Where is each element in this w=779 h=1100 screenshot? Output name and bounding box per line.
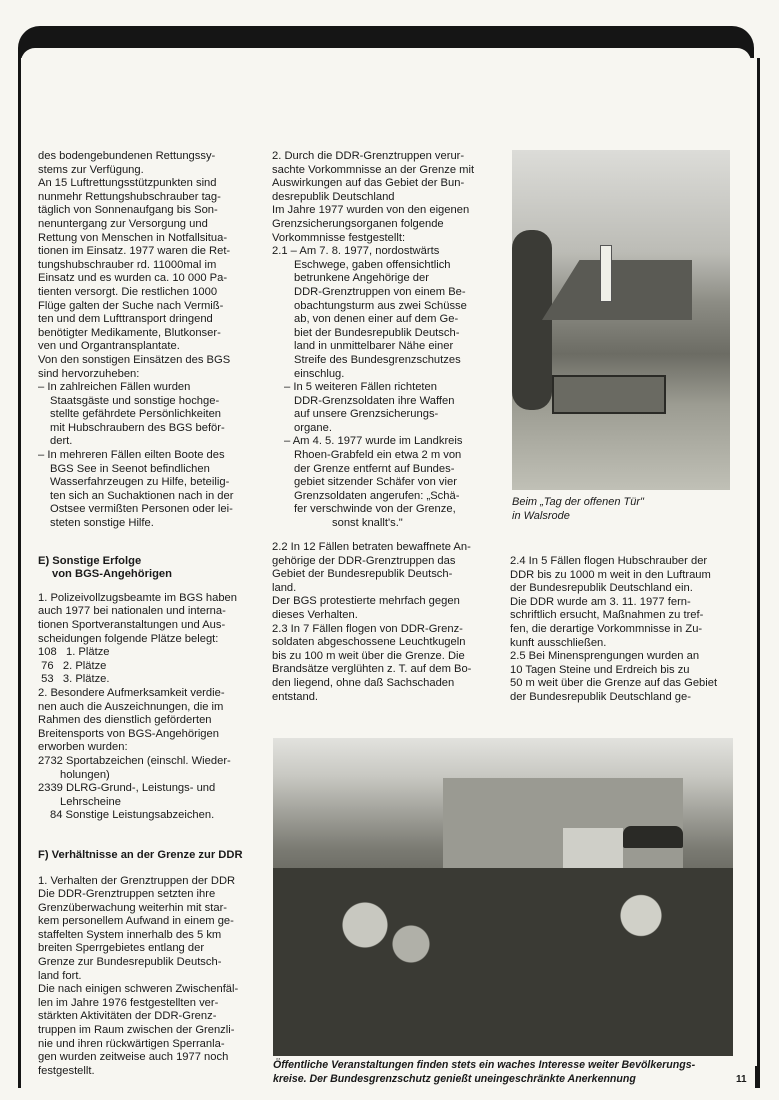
text-line: gebiet sitzender Schäfer von vier xyxy=(294,476,457,489)
photo-tree xyxy=(512,230,552,410)
photo-trampoline xyxy=(552,375,666,414)
text-line: BGS See in Seenot befindlichen xyxy=(50,462,210,475)
text-line: Rettung von Menschen in Notfallsitua- xyxy=(38,231,228,244)
text-line: benötigter Medikamente, Blutkonser- xyxy=(38,326,221,339)
text-line: festgestellt. xyxy=(38,1064,95,1077)
text-line: – Am 4. 5. 1977 wurde im Landkreis xyxy=(284,435,463,448)
text-line: tungshubschrauber rd. 11000mal im xyxy=(38,258,217,271)
text-line: Ostsee vermißten Personen oder lei- xyxy=(50,503,233,516)
section-heading-e: E) Sonstige Erfolge xyxy=(38,554,142,567)
text-line: fer verschwinde von der Grenze, xyxy=(294,503,456,516)
text-line: 50 m weit über die Grenze auf das Gebiet xyxy=(510,677,718,690)
text-line: nenuntergang zur Versorgung und xyxy=(38,217,208,230)
text-line: Von den sonstigen Einsätzen des BGS xyxy=(38,353,231,366)
text-line: einschlug. xyxy=(294,367,345,380)
text-line: nunmehr Rettungshubschrauber tag- xyxy=(38,190,221,203)
text-line: 2. Besondere Aufmerksamkeit verdie- xyxy=(38,686,225,699)
caption-line: in Walsrode xyxy=(512,510,570,522)
text-line: 2.5 Bei Minensprengungen wurden an xyxy=(510,650,700,663)
text-line: Einsatz und es wurden ca. 10 000 Pa- xyxy=(38,272,228,285)
text-line: schriftlich ersucht, Maßnahmen zu tref- xyxy=(510,609,704,622)
section-subheading-e: von BGS-Angehörigen xyxy=(52,568,172,581)
text-line: Grenzsicherungsorganen folgende xyxy=(272,217,444,230)
text-line: Im Jahre 1977 wurden von den eigenen xyxy=(272,204,470,217)
text-line: Streife des Bundesgrenzschutzes xyxy=(294,353,461,366)
text-line: nen auch die Auszeichnungen, die im xyxy=(38,700,224,713)
page-number: 11 xyxy=(736,1074,747,1085)
text-line: bis zu 100 m weit über die Grenze. Die xyxy=(272,649,465,662)
text-line: mit Hubschraubern des BGS beför- xyxy=(50,421,225,434)
text-line: – In 5 weiteren Fällen richteten xyxy=(284,381,437,394)
caption-line: Beim „Tag der offenen Tür" xyxy=(512,496,644,508)
left-border-bar xyxy=(18,1058,21,1088)
photo-building-roof xyxy=(542,260,692,320)
text-line: Wasserfahrzeugen zu Hilfe, beteilig- xyxy=(50,476,230,489)
text-line: nie und ihren rückwärtigen Sperranla- xyxy=(38,1037,225,1050)
caption-line: Öffentliche Veranstaltungen finden stets ein waches Interesse weiter Bevölkerungs- xyxy=(273,1059,696,1071)
text-line: tienten versorgt. Die restlichen 1000 xyxy=(38,285,218,298)
text-line: land in unmittelbarer Nähe einer xyxy=(294,340,454,353)
text-line: betrunkene Angehörige der xyxy=(294,272,429,285)
text-line: 76 2. Plätze xyxy=(38,659,107,672)
text-line: 1. Polizeivollzugsbeamte im BGS haben xyxy=(38,591,237,604)
text-line: – In zahlreichen Fällen wurden xyxy=(38,381,191,394)
text-line: tionen Sportveranstaltungen und Aus- xyxy=(38,619,226,631)
text-line: Die nach einigen schweren Zwischenfäl- xyxy=(38,983,239,996)
text-line: des bodengebundenen Rettungssy- xyxy=(38,150,216,162)
text-line: Der BGS protestierte mehrfach gegen xyxy=(272,595,460,608)
text-line: stems zur Verfügung. xyxy=(38,163,144,176)
text-line: obachtungsturm aus zwei Schüsse xyxy=(294,299,467,312)
photo-crowd xyxy=(273,868,733,1056)
text-line: Die DDR wurde am 3. 11. 1977 fern- xyxy=(510,595,691,608)
text-line: DDR bis zu 1000 m weit in den Luftraum xyxy=(510,568,711,581)
text-line: Gebiet der Bundesrepublik Deutsch- xyxy=(272,568,453,581)
text-line: Lehrscheine xyxy=(60,795,121,808)
text-line: der Bundesrepublik Deutschland ein. xyxy=(510,582,693,595)
text-line: scheidungen folgende Plätze belegt: xyxy=(38,632,219,645)
text-line: Eschwege, gaben offensichtlich xyxy=(294,258,451,271)
text-line: sonst knallt's." xyxy=(332,517,403,530)
caption-line: kreise. Der Bundesgrenzschutz genießt uneingeschränkte Anerkennung xyxy=(273,1073,636,1085)
col1-section-e xyxy=(38,592,260,823)
text-line: gen wurden zeitweise auch 1977 noch xyxy=(38,1051,229,1064)
text-line: organe. xyxy=(294,421,332,434)
text-line: len im Jahre 1976 festgestellten ver- xyxy=(38,996,219,1009)
text-line: fen, die derartige Vorkommnisse in Zu- xyxy=(510,622,703,635)
text-line: breiten Sperrgebietes entlang der xyxy=(38,942,205,955)
text-line: staffelten System innerhalb des 5 km xyxy=(38,928,222,941)
text-line: ven und Organtransplantate. xyxy=(38,340,180,353)
photo-open-day-walsrode xyxy=(512,150,730,490)
text-line: ab, von denen einer auf dem Ge- xyxy=(294,313,459,326)
text-line: der Bundesrepublik Deutschland ge- xyxy=(510,690,691,703)
photo-caption-1 xyxy=(512,495,644,523)
text-line: erworben wurden: xyxy=(38,741,128,754)
text-line: 1. Verhalten der Grenztruppen der DDR xyxy=(38,874,236,887)
text-line: land fort. xyxy=(38,969,82,982)
column-1 xyxy=(38,150,260,1078)
text-line: ten sich an Suchaktionen nach in der xyxy=(50,489,234,502)
text-line: auf unsere Grenzsicherungs- xyxy=(294,408,439,421)
text-line: soldaten abgeschossene Leuchtkugeln xyxy=(272,636,466,649)
text-line: Staatsgäste und sonstige hochge- xyxy=(50,394,220,407)
text-line: biet der Bundesrepublik Deutsch- xyxy=(294,326,460,339)
text-line: Auswirkungen auf das Gebiet der Bun- xyxy=(272,177,465,190)
text-line: land. xyxy=(272,581,297,594)
text-line: dieses Verhalten. xyxy=(272,608,358,621)
text-line: truppen im Raum zwischen der Grenzli- xyxy=(38,1024,235,1037)
text-line: sachte Vorkommnisse an der Grenze mit xyxy=(272,163,475,176)
text-line: Grenzsoldaten angerufen: „Schä- xyxy=(294,489,460,502)
text-line: gehörige der DDR-Grenztruppen das xyxy=(272,554,456,567)
right-border-bar xyxy=(755,1066,758,1088)
text-line: kem personellem Aufwand in einem ge- xyxy=(38,915,234,928)
text-line: sind hervorzuheben: xyxy=(38,367,140,380)
text-line: 2.1 – Am 7. 8. 1977, nordostwärts xyxy=(272,245,440,258)
text-line: Rhoen-Grabfeld ein etwa 2 m von xyxy=(294,449,462,462)
text-line: 2. Durch die DDR-Grenztruppen verur- xyxy=(272,150,465,162)
text-line: 2732 Sportabzeichen (einschl. Wieder- xyxy=(38,754,231,767)
photo-caption-2 xyxy=(273,1058,743,1086)
column-2-bottom xyxy=(272,541,494,704)
text-line: ten und dem Lufttransport dringend xyxy=(38,313,213,326)
text-line: täglich von Sonnenaufgang bis Son- xyxy=(38,204,218,217)
text-line: Rahmen des dienstlich geförderten xyxy=(38,714,212,727)
text-line: 84 Sonstige Leistungsabzeichen. xyxy=(50,809,215,822)
text-line: Flüge galten der Suche nach Vermiß- xyxy=(38,299,224,312)
text-line: desrepublik Deutschland xyxy=(272,190,395,203)
photo-officer-cap xyxy=(623,826,683,848)
text-line: Die DDR-Grenztruppen setzten ihre xyxy=(38,888,216,901)
text-line: DDR-Grenzsoldaten ihre Waffen xyxy=(294,394,455,407)
text-line: den liegend, ohne daß Sachschaden xyxy=(272,676,455,689)
text-line: 10 Tagen Steine und Erdreich bis zu xyxy=(510,663,690,676)
photo-trampoline-jumper xyxy=(600,245,612,302)
text-line: tionen im Einsatz. 1977 waren die Ret- xyxy=(38,245,231,258)
text-line: 2.3 In 7 Fällen flogen von DDR-Grenz- xyxy=(272,622,463,635)
col1-section-f xyxy=(38,875,260,1079)
text-line: kunft ausschließen. xyxy=(510,636,607,649)
text-line: stärkten Aktivitäten der DDR-Grenz- xyxy=(38,1010,217,1023)
text-line: An 15 Luftrettungsstützpunkten sind xyxy=(38,177,217,190)
text-line: Grenzüberwachung weiterhin mit star- xyxy=(38,901,228,914)
text-line: auch 1977 bei nationalen und interna- xyxy=(38,605,226,618)
text-line: 53 3. Plätze. xyxy=(38,673,110,686)
text-line: stellte gefährdete Persönlichkeiten xyxy=(50,408,222,421)
text-line: entstand. xyxy=(272,690,319,703)
text-line: Grenze zur Bundesrepublik Deutsch- xyxy=(38,956,222,969)
text-line: der Grenze entfernt auf Bundes- xyxy=(294,462,455,475)
text-line: 2339 DLRG-Grund-, Leistungs- und xyxy=(38,782,216,795)
col1-intro xyxy=(38,150,260,381)
text-line: 108 1. Plätze xyxy=(38,646,110,659)
section-heading-f: F) Verhältnisse an der Grenze zur DDR xyxy=(38,848,243,861)
text-line: steten sonstige Hilfe. xyxy=(50,517,154,530)
text-line: 2.4 In 5 Fällen flogen Hubschrauber der xyxy=(510,555,708,567)
photo-public-event-crowd xyxy=(273,738,733,1056)
photo-building-windows xyxy=(563,828,623,868)
text-line: – In mehreren Fällen eilten Boote des xyxy=(38,449,225,462)
column-3 xyxy=(510,555,732,705)
text-line: holungen) xyxy=(60,768,110,781)
page-inner-cap xyxy=(21,48,751,62)
col1-bullets xyxy=(38,381,260,531)
text-line: dert. xyxy=(50,435,73,448)
column-2-top xyxy=(272,150,494,531)
text-line: Breitensports von BGS-Angehörigen xyxy=(38,727,219,740)
text-line: DDR-Grenztruppen von einem Be- xyxy=(294,285,466,298)
text-line: Vorkommnisse festgestellt: xyxy=(272,231,406,244)
text-line: 2.2 In 12 Fällen betraten bewaffnete An- xyxy=(272,541,471,553)
text-line: Brandsätze verglühten z. T. auf dem Bo- xyxy=(272,663,472,676)
